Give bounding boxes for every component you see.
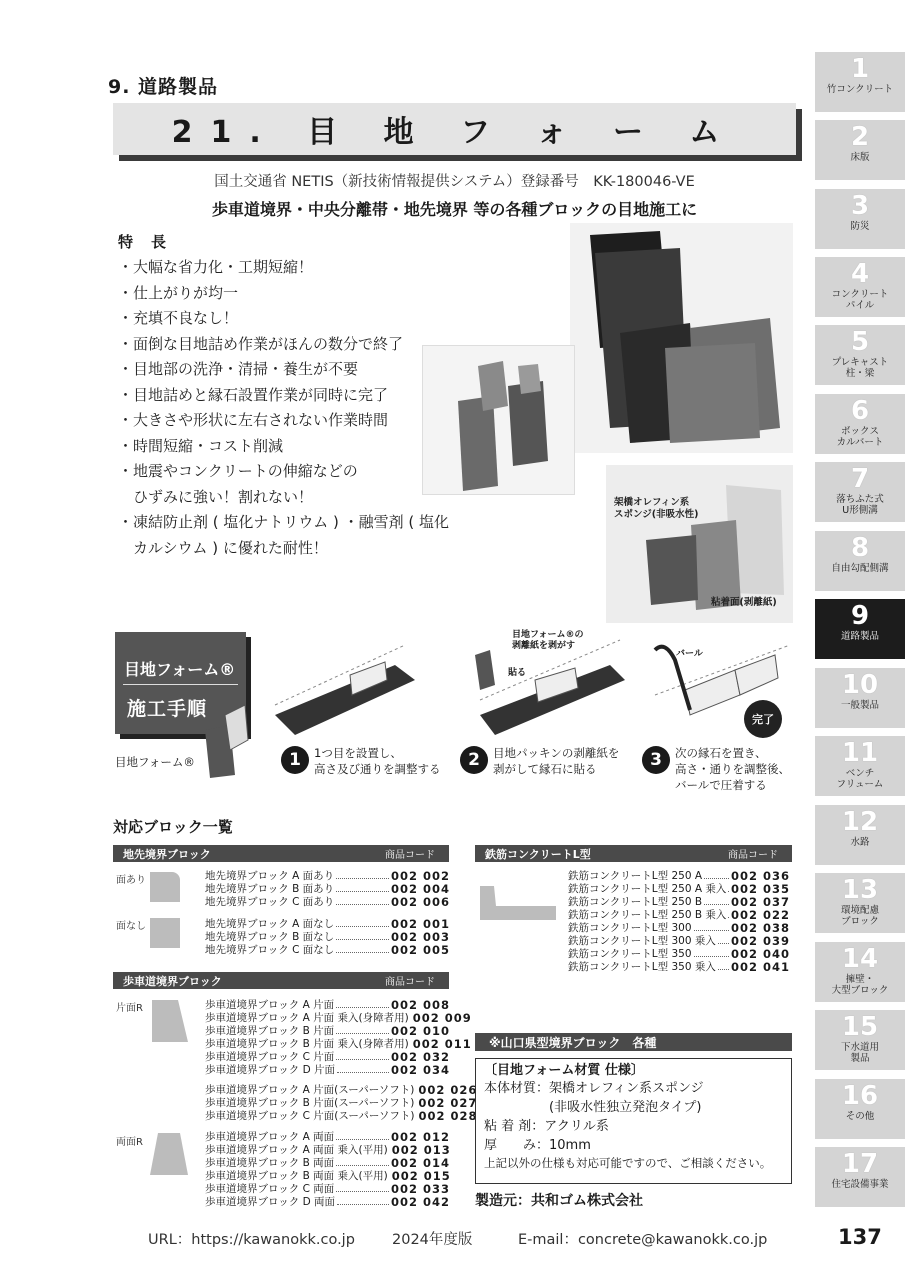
tab-5[interactable]: 5 プレキャスト 柱・梁 — [815, 325, 905, 385]
chisaki-title: 地先境界ブロック — [123, 847, 211, 861]
spec-line: (非吸水性独立発泡タイプ) — [484, 1100, 702, 1115]
list-item: 歩車道境界ブロック C 片面(スーパーソフト) 002 028 — [205, 1109, 478, 1123]
adhesive-label: 粘着面(剥離紙) — [711, 597, 777, 608]
chisaki-list-2 — [205, 918, 450, 957]
step1-number: 1 — [281, 746, 309, 774]
product-photo-pieces — [422, 345, 575, 495]
feature-item: カルシウム ) に優れた耐性！ — [118, 538, 328, 557]
list-item: 鉄筋コンクリートL型 350 乗入 002 041 — [568, 960, 790, 974]
tab-10[interactable]: 10 一般製品 — [815, 668, 905, 728]
chisaki-list-1 — [205, 870, 450, 909]
spec-note: 上記以外の仕様も対応可能ですので、ご相談ください。 — [484, 1156, 772, 1170]
step1-illustration — [265, 640, 415, 740]
page-title-bar — [113, 103, 796, 155]
features-heading: 特長 — [118, 233, 185, 251]
block-list-heading: 対応ブロック一覧 — [113, 818, 233, 836]
feature-item: ・面倒な目地詰め作業がほんの数分で終了 — [118, 334, 404, 353]
list-item: 歩車道境界ブロック A 片面 乗入(身障者用) 002 009 — [205, 1011, 472, 1025]
hosha-list-2 — [205, 1083, 478, 1123]
tab-13[interactable]: 13 環境配慮 ブロック — [815, 873, 905, 933]
tab-3[interactable]: 3 防災 — [815, 189, 905, 249]
spec-box — [475, 1058, 792, 1184]
tab-9[interactable]: 9 道路製品 — [815, 599, 905, 659]
tab-7[interactable]: 7 落ちふた式 U形側溝 — [815, 462, 905, 522]
list-item: 地先境界ブロック A 面なし 002 001 — [205, 917, 450, 931]
group-label: 両面R — [116, 1137, 143, 1148]
yamaguchi-bar: ※山口県型境界ブロック 各種 — [475, 1033, 792, 1051]
step1-text: 1つ目を設置し、 高さ及び通りを調整する — [314, 746, 441, 776]
l-block-shape-icon — [480, 886, 560, 922]
block-shape-icon — [150, 1133, 190, 1175]
spec-line: 粘 着 剤：アクリル系 — [484, 1119, 609, 1134]
spec-title: 〔目地フォーム材質 仕様〕 — [484, 1063, 644, 1078]
feature-item: ・仕上がりが均一 — [118, 283, 239, 302]
tab-12[interactable]: 12 水路 — [815, 805, 905, 865]
features-list — [118, 255, 449, 561]
feature-item: ・凍結防止剤 ( 塩化ナトリウム ) ・融雪剤 ( 塩化 — [118, 513, 450, 531]
code-header: 商品コード — [385, 977, 435, 988]
list-item: 歩車道境界ブロック B 両面 002 014 — [205, 1156, 450, 1170]
list-item: 歩車道境界ブロック B 両面 乗入(平用) 002 015 — [205, 1169, 451, 1183]
tab-16[interactable]: 16 その他 — [815, 1079, 905, 1139]
list-item: 歩車道境界ブロック B 片面 乗入(身障者用) 002 011 — [205, 1037, 472, 1051]
sponge-label: 架橋オレフィン系 スポンジ(非吸水性) — [614, 497, 699, 520]
list-item: 歩車道境界ブロック B 片面(スーパーソフト) 002 027 — [205, 1096, 478, 1110]
spec-line: 厚 み：10mm — [484, 1138, 591, 1153]
page-title: 21. 目 地 フ ォ ー ム — [171, 115, 738, 150]
hosha-header — [113, 972, 449, 989]
chisaki-header — [113, 845, 449, 862]
list-item: 地先境界ブロック C 面なし 002 005 — [205, 943, 450, 957]
feature-item: ・大幅な省力化・工期短縮！ — [118, 258, 314, 276]
list-item: 歩車道境界ブロック D 両面 002 042 — [205, 1195, 450, 1209]
list-item: 歩車道境界ブロック D 片面 002 034 — [205, 1063, 450, 1077]
list-item: 鉄筋コンクリートL型 250 A 002 036 — [568, 869, 790, 883]
footer-url[interactable]: URL：https://kawanokk.co.jp — [148, 1232, 355, 1248]
block-shape-icon — [150, 1000, 190, 1042]
code-header: 商品コード — [385, 850, 435, 861]
footer-email[interactable]: E-mail：concrete@kawanokk.co.jp — [518, 1232, 768, 1248]
step2-caption-attach: 貼る — [508, 668, 527, 678]
feature-item: ・地震やコンクリートの伸縮などの — [118, 462, 358, 480]
list-item: 鉄筋コンクリートL型 250 B 乗入 002 022 — [568, 908, 790, 922]
list-item: 鉄筋コンクリートL型 250 A 乗入 002 035 — [568, 882, 790, 896]
page-number: 137 — [838, 1225, 882, 1249]
procedure-box-line2: 施工手順 — [127, 698, 208, 720]
list-item: 歩車道境界ブロック A 片面(スーパーソフト) 002 026 — [205, 1083, 478, 1097]
hosha-title: 歩車道境界ブロック — [123, 974, 222, 988]
tab-8[interactable]: 8 自由勾配側溝 — [815, 531, 905, 591]
product-photo-cross-section — [606, 465, 793, 623]
feature-item: ・大きさや形状に左右されない作業時間 — [118, 411, 389, 429]
done-badge: 完了 — [744, 700, 782, 738]
list-item: 鉄筋コンクリートL型 300 002 038 — [568, 921, 790, 935]
product-photo-sheets — [570, 223, 793, 453]
subtitle: 歩車道境界・中央分離帯・地先境界 等の各種ブロックの目地施工に — [211, 200, 698, 219]
section-label: 9. 道路製品 — [108, 76, 219, 98]
list-item: 鉄筋コンクリートL型 300 乗入 002 039 — [568, 934, 790, 948]
list-item: 歩車道境界ブロック C 両面 002 033 — [205, 1182, 450, 1196]
list-item: 歩車道境界ブロック B 片面 002 010 — [205, 1024, 450, 1038]
block-shape-icon — [150, 872, 180, 902]
hosha-list-3 — [205, 1131, 450, 1209]
spec-line: 本体材質：架橋オレフィン系スポンジ — [484, 1081, 704, 1096]
tekkin-header — [475, 845, 792, 862]
manufacturer: 製造元：共和ゴム株式会社 — [475, 1193, 643, 1209]
tab-17[interactable]: 17 住宅設備事業 — [815, 1147, 905, 1207]
group-label: 面なし — [116, 921, 146, 932]
list-item: 歩車道境界ブロック C 片面 002 032 — [205, 1050, 450, 1064]
list-item: 地先境界ブロック C 面あり 002 006 — [205, 895, 450, 909]
list-item: 地先境界ブロック A 面あり 002 002 — [205, 869, 450, 883]
hosha-list-1 — [205, 998, 472, 1077]
footer-edition: 2024年度版 — [392, 1232, 473, 1248]
step3-text: 次の縁石を置き、 高さ・通りを調整後、 バールで圧着する — [675, 746, 790, 792]
feature-item: ひずみに強い！割れない！ — [118, 487, 314, 506]
step2-text: 目地パッキンの剥離紙を 剥がして縁石に貼る — [493, 746, 620, 776]
list-item: 歩車道境界ブロック A 片面 002 008 — [205, 998, 450, 1012]
tekkin-title: 鉄筋コンクリートL型 — [485, 847, 591, 861]
step2-caption: 目地フォーム®の 剥離紙を剥がす — [512, 630, 584, 651]
list-item: 地先境界ブロック B 面あり 002 004 — [205, 882, 450, 896]
joint-foam-illustration — [200, 700, 250, 780]
tab-11[interactable]: 11 ベンチ フリューム — [815, 736, 905, 796]
tab-1[interactable]: 1 竹コンクリート — [815, 52, 905, 112]
list-item: 歩車道境界ブロック A 両面 002 012 — [205, 1130, 450, 1144]
tekkin-list — [568, 870, 790, 974]
step3-caption: バール — [676, 649, 703, 659]
feature-item: ・目地部の洗浄・清掃・養生が不要 — [118, 360, 359, 378]
feature-item: ・充填不良なし！ — [118, 309, 239, 327]
list-item: 歩車道境界ブロック A 両面 乗入(平用) 002 013 — [205, 1143, 451, 1157]
product-label: 目地フォーム® — [115, 755, 195, 769]
list-item: 鉄筋コンクリートL型 250 B 002 037 — [568, 895, 790, 909]
list-item: 鉄筋コンクリートL型 350 002 040 — [568, 947, 790, 961]
block-shape-icon — [150, 918, 180, 948]
tab-15[interactable]: 15 下水道用 製品 — [815, 1010, 905, 1070]
group-label: 面あり — [116, 875, 146, 886]
code-header: 商品コード — [728, 850, 778, 861]
feature-item: ・時間短縮・コスト削減 — [118, 436, 284, 455]
netis-registration: 国土交通省 NETIS（新技術情報提供システム）登録番号 KK-180046-VE — [214, 174, 695, 190]
procedure-box-divider — [123, 684, 238, 685]
tab-4[interactable]: 4 コンクリート パイル — [815, 257, 905, 317]
feature-item: ・目地詰めと縁石設置作業が同時に完了 — [118, 385, 389, 404]
step3-number: 3 — [642, 746, 670, 774]
procedure-box-line1: 目地フォーム® — [124, 660, 236, 679]
tab-6[interactable]: 6 ボックス カルバート — [815, 394, 905, 454]
group-label: 片面R — [116, 1003, 143, 1014]
tab-14[interactable]: 14 擁壁・ 大型ブロック — [815, 942, 905, 1002]
step2-number: 2 — [460, 746, 488, 774]
tab-2[interactable]: 2 床版 — [815, 120, 905, 180]
list-item: 地先境界ブロック B 面なし 002 003 — [205, 930, 450, 944]
